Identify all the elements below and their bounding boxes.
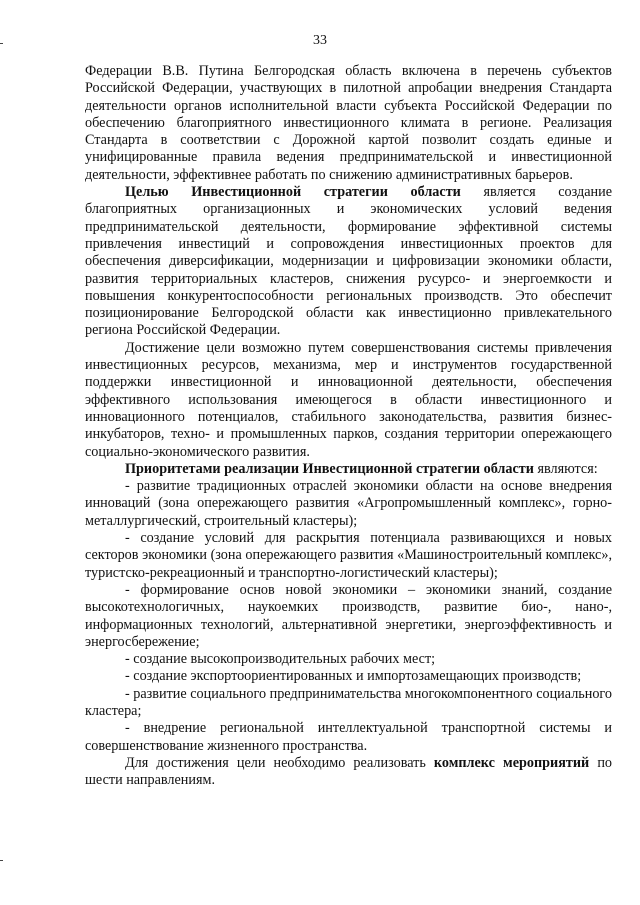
paragraph-standard [85,63,612,184]
list-item-text: - формирование основ новой экономики – экономики знаний, создание высокотехнологичных, наукоемких производств, развитие био-, нано-, информационных технологий, альтернативной энергетики, энергоэффективность и энергосбережение; [85,581,612,650]
list-item-priority [85,530,612,582]
paragraph-achievement [85,340,612,461]
paragraph-bold-tail: комплекс мероприятий [433,754,590,771]
paragraph-goal [85,184,612,340]
scan-edge-mark [0,860,3,861]
list-item-priority [85,582,612,651]
list-item-text: - создание экспортоориентированных и импортозамещающих производств; [125,668,582,685]
list-item-priority [85,668,612,685]
paragraph-bold-lead: Приоритетами реализации Инвестиционной стратегии области [125,460,534,477]
list-item-text: - внедрение региональной интеллектуальной транспортной системы и совершенствование жизненного пространства. [85,720,612,754]
list-item-priority [85,686,612,721]
body-text [85,63,612,789]
paragraph-text: являются: [533,460,598,477]
list-item-text: - развитие социального предпринимательства многокомпонентного социального кластера; [85,685,612,719]
list-item-priority [85,720,612,755]
list-item-text: - создание условий для раскрытия потенциала развивающихся и новых секторов экономики (зона опережающего развития «Машиностроительный комплекс», туристско-рекреационный и транспортно-логистический кластеры); [85,530,612,581]
paragraph-measures [85,755,612,790]
list-item-text: - развитие традиционных отраслей экономики области на основе внедрения инноваций (зона опережающего развития «Агропромышленный комплекс», горно-металлургический, строительный кластеры); [85,478,612,529]
paragraph-text-after: по шести направлениям. [85,754,613,789]
list-item-priority [85,651,612,668]
paragraph-text: Достижение цели возможно путем совершенствования системы привлечения инвестиционных ресурсов, механизма, мер и инструментов государственной поддержки инвестиционной и инновационной деятельности, обеспечения эффективного использования имеющегося в области инвестиционного и инновационного потенциалов, стабильного законодательства, развития бизнес-инкубаторов, техно- и промышленных парков, создания территории опережающего социально-экономического развития. [85,339,612,460]
paragraph-text: Федерации В.В. Путина Белгородская область включена в перечень субъектов Российской Федерации, участвующих в пилотной апробации внедрения Стандарта деятельности органов исполнительной власти субъекта Российской Федерации по обеспечению благоприятного инвестиционного климата в регионе. Реализация Стандарта в соответствии с Дорожной картой позволит создать единые и унифицированные правила ведения предпринимательской и инвестиционной деятельности, эффективнее работать по снижению административных барьеров. [85,63,612,183]
paragraph-text: Для достижения цели необходимо реализовать [125,754,434,771]
paragraph-priorities-heading [85,461,612,478]
list-item-priority [85,478,612,530]
paragraph-bold-lead: Целью Инвестиционной стратегии области [125,184,461,201]
page-number: 33 [313,33,327,48]
paragraph-text: является создание благоприятных организационных и экономических условий ведения предпринимательской деятельности, формирование эффективной системы привлечения инвестиций и сопровождения инвестиционных проектов для обеспечения диверсификации, модернизации и цифровизации экономики области, развития территориальных кластеров, снижения русурсо- и энергоемкости и повышения конкурентоспособности региональных производств. Это обеспечит позиционирование Белгородской области как инвестиционно привлекательного региона Российской Федерации. [85,184,612,339]
list-item-text: - создание высокопроизводительных рабочих мест; [125,651,436,668]
